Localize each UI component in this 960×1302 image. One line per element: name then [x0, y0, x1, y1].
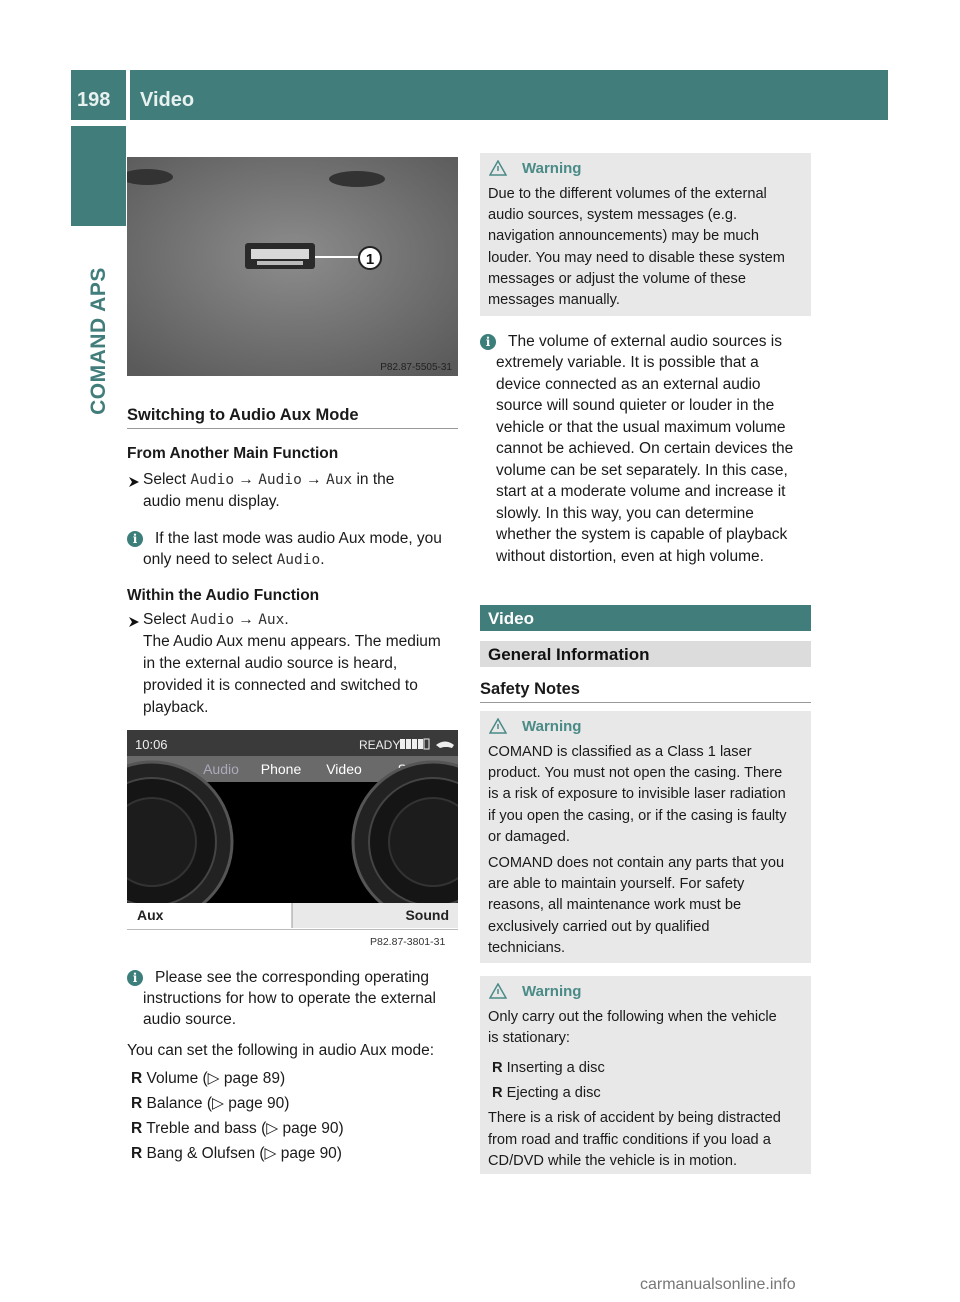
list-item: R Volume (▷ page 89): [131, 1070, 286, 1087]
warning-title: Warning: [522, 983, 582, 1000]
warning-text: messages or adjust the volume of these: [488, 271, 746, 287]
softkey-sound: Sound: [405, 907, 449, 923]
info-icon: i: [127, 970, 143, 986]
info-text: slowly. In this way, you can determine: [496, 505, 754, 522]
warning-text: Only carry out the following when the vehicle: [488, 1009, 777, 1025]
section-bar-video: Video: [480, 605, 811, 631]
step-arrow-icon: [128, 616, 140, 628]
divider: [127, 929, 458, 930]
chapter-title: Video: [140, 89, 195, 111]
warning-text: louder. You may need to disable these system: [488, 250, 785, 266]
warning-text: navigation announcements) may be much: [488, 228, 759, 244]
divider: [480, 702, 811, 703]
info-text: extremely variable. It is possible that a: [496, 354, 759, 371]
comand-display: [127, 730, 458, 928]
list-item: R Ejecting a disc: [492, 1085, 601, 1101]
warning-text: COMAND does not contain any parts that you: [488, 855, 785, 871]
info-text: The volume of external audio sources is: [508, 333, 782, 350]
side-tab: [71, 126, 126, 226]
warning-text: messages manually.: [488, 292, 620, 308]
section-heading: Switching to Audio Aux Mode: [127, 406, 359, 424]
step-select-audio-aux: Select Audio → Audio → Aux in the: [143, 471, 395, 488]
warning-text: are able to maintain yourself. For safety: [488, 876, 745, 892]
warning-text: audio sources, system messages (e.g.: [488, 207, 738, 223]
tab-audio: Audio: [203, 761, 239, 777]
safety-notes-heading: Safety Notes: [480, 680, 580, 698]
info-text: If the last mode was audio Aux mode, you: [155, 530, 442, 547]
info-text: without distortion, even at high volume.: [496, 548, 764, 565]
warning-text: reasons, all maintenance work must be: [488, 897, 742, 913]
comand-display-image: [127, 730, 458, 928]
screen-status: READY: [359, 738, 401, 752]
tab-video: Video: [326, 761, 362, 777]
aux-socket-illustration: [127, 157, 458, 376]
subheading-another-function: From Another Main Function: [127, 445, 339, 462]
divider: [127, 428, 458, 429]
warning-triangle-icon: [489, 983, 507, 999]
warning-title: Warning: [522, 160, 582, 177]
warning-text: if you open the casing, or if the casing is faulty: [488, 808, 787, 824]
list-item: R Treble and bass (▷ page 90): [131, 1120, 344, 1137]
photo-caption: P82.87-5505-31: [380, 362, 452, 373]
chapter-title-block: [130, 70, 888, 120]
paragraph-line: provided it is connected and switched to: [143, 677, 418, 694]
warning-text: is stationary:: [488, 1030, 570, 1046]
paragraph-line: You can set the following in audio Aux mode:: [127, 1042, 435, 1059]
warning-title: Warning: [522, 718, 582, 735]
list-item: R Inserting a disc: [492, 1060, 605, 1076]
page-number-block: [71, 70, 126, 120]
aux-socket-photo: [127, 157, 458, 376]
warning-text: CD/DVD while the vehicle is in motion.: [488, 1153, 737, 1169]
step-text: audio menu display.: [143, 493, 280, 510]
warning-triangle-icon: [489, 160, 507, 176]
warning-text: There is a risk of accident by being distracted: [488, 1110, 781, 1126]
info-text: vehicle or that the usual maximum volume: [496, 419, 786, 436]
info-text: device connected as an external audio: [496, 376, 761, 393]
step-select-audio-aux: Select Audio → Aux.: [143, 611, 289, 628]
tab-phone: Phone: [260, 761, 302, 777]
watermark[interactable]: carmanualsonline.info: [640, 1276, 796, 1293]
info-text: Please see the corresponding operating: [155, 969, 430, 986]
page-number: 198: [77, 89, 111, 111]
info-icon: i: [480, 334, 496, 350]
callout-number: 1: [365, 251, 375, 268]
warning-text: exclusively carried out by qualified: [488, 919, 710, 935]
screen-caption: P82.87-3801-31: [370, 936, 446, 948]
warning-triangle-icon: [489, 718, 507, 734]
subsection-bar-general-information: General Information: [480, 641, 811, 667]
side-label: COMAND APS: [86, 267, 110, 415]
paragraph-line: in the external audio source is heard,: [143, 655, 398, 672]
warning-text: is a risk of exposure to invisible laser radiation: [488, 786, 786, 802]
info-text: start at a moderate volume and increase it: [496, 483, 786, 500]
info-text: source will sound quieter or louder in the: [496, 397, 775, 414]
screen-time: 10:06: [135, 737, 168, 752]
info-text: audio source.: [143, 1011, 237, 1028]
paragraph-line: playback.: [143, 699, 209, 716]
warning-text: COMAND is classified as a Class 1 laser: [488, 744, 752, 760]
info-icon: i: [127, 531, 143, 547]
info-text: cannot be achieved. On certain devices the: [496, 440, 794, 457]
list-item: R Balance (▷ page 90): [131, 1095, 290, 1112]
paragraph-line: The Audio Aux menu appears. The medium: [143, 633, 441, 650]
info-text: whether the system is capable of playback: [496, 526, 788, 543]
subheading-within-audio: Within the Audio Function: [127, 587, 320, 604]
info-text: instructions for how to operate the external: [143, 990, 436, 1007]
warning-text: technicians.: [488, 940, 566, 956]
list-item: R Bang & Olufsen (▷ page 90): [131, 1145, 342, 1162]
warning-text: product. You must not open the casing. There: [488, 765, 783, 781]
softkey-aux: Aux: [137, 907, 164, 923]
step-arrow-icon: [128, 476, 140, 488]
warning-text: Due to the different volumes of the external: [488, 186, 767, 202]
warning-text: or damaged.: [488, 829, 570, 845]
info-text: only need to select Audio.: [143, 551, 325, 568]
info-text: volume can be set separately. In this case,: [496, 462, 788, 479]
warning-text: from road and traffic conditions if you load a: [488, 1132, 771, 1148]
